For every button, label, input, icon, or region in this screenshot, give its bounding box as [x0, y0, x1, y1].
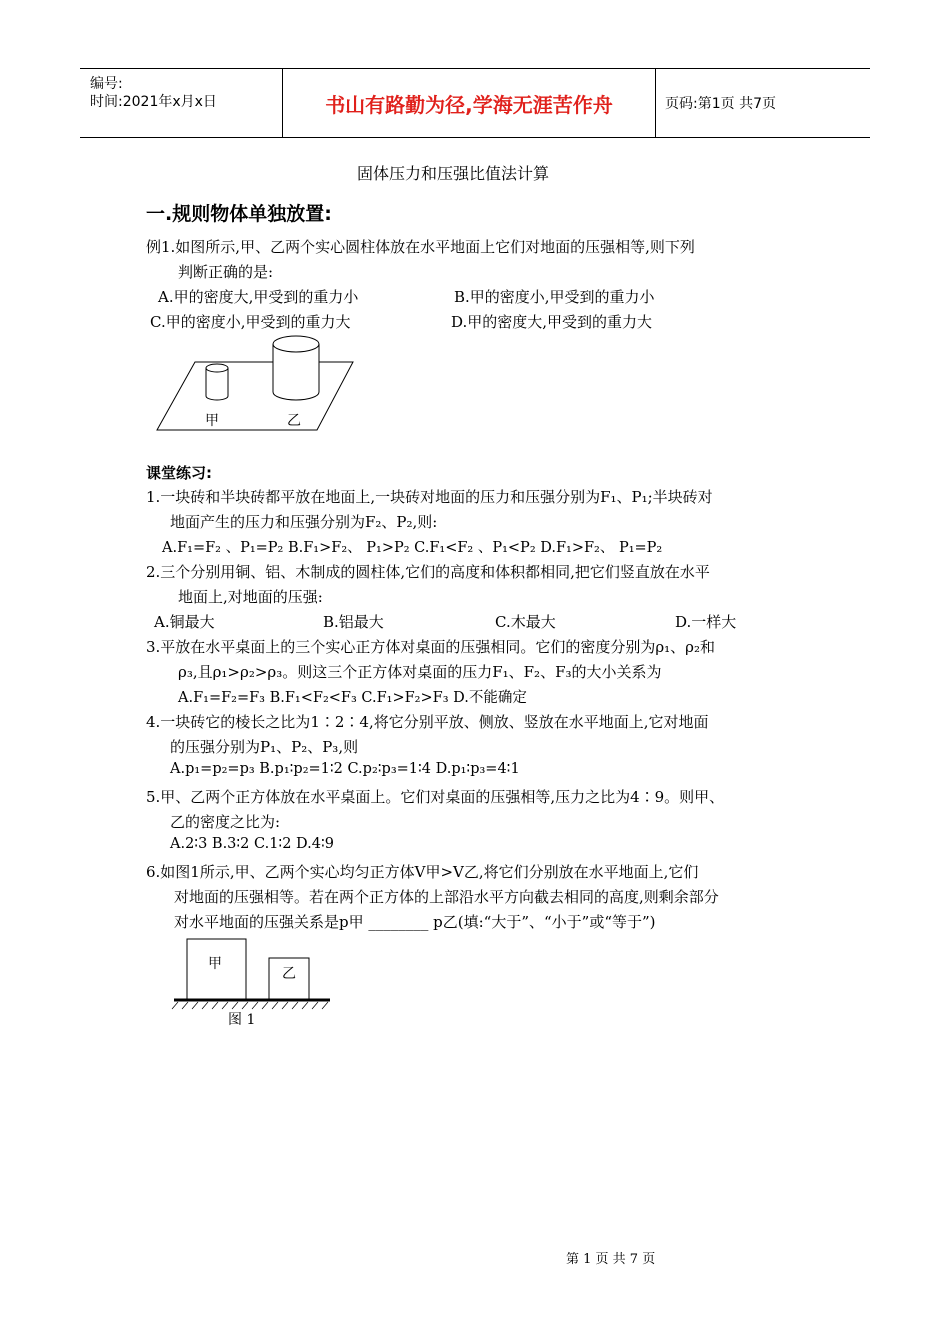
example1-stem-line2: 判断正确的是:: [178, 263, 274, 281]
q6-line3: 对水平地面的压强关系是p甲 ________ p乙(填:“大于”、“小于”或“等于”): [174, 913, 656, 931]
cylinder-yi: [273, 336, 319, 400]
page-info: 页码:第1页 共7页: [665, 96, 776, 112]
figure-label-yi: 乙: [287, 413, 301, 429]
header-left-cell: [80, 69, 282, 137]
q4-line2: 的压强分别为P₁、P₂、P₃,则: [170, 738, 359, 756]
q6-line1: 6.如图1所示,甲、乙两个实心均匀正方体V甲>V乙,将它们分别放在水平地面上,它们: [146, 863, 699, 881]
section-title: 一.规则物体单独放置:: [146, 203, 332, 225]
page-footer: 第 1 页 共 7 页: [566, 1252, 656, 1267]
q2-option-d: D.一样大: [675, 613, 737, 631]
q4-options: A.p₁=p₂=p₃ B.p₁∶p₂=1∶2 C.p₂∶p₃=1∶4 D.p₁∶p₃=4∶1: [170, 761, 520, 777]
q5-line1: 5.甲、乙两个正方体放在水平桌面上。它们对桌面的压强相等,压力之比为4∶9。则甲、: [146, 788, 725, 806]
cubes-figure: [166, 934, 336, 1034]
q2-option-a: A.铜最大: [154, 613, 215, 631]
q6-line2: 对地面的压强相等。若在两个正方体的上部沿水平方向截去相同的高度,则剩余部分: [174, 888, 719, 906]
q3-line1: 3.平放在水平桌面上的三个实心正方体对桌面的压强相同。它们的密度分别为ρ₁、ρ₂和: [146, 638, 715, 656]
number-label: 编号:: [90, 76, 123, 92]
example1-option-a: A.甲的密度大,甲受到的重力小: [158, 288, 359, 306]
cube-label-yi: 乙: [282, 966, 296, 982]
figure-label-jia: 甲: [205, 413, 219, 429]
ground-plane: [157, 362, 353, 430]
header-table: [80, 68, 870, 138]
example1-stem-line1: 例1.如图所示,甲、乙两个实心圆柱体放在水平地面上它们对地面的压强相等,则下列: [146, 238, 695, 256]
q1-line2: 地面产生的压力和压强分别为F₂、P₂,则:: [170, 513, 438, 531]
motto: 书山有路勤为径,学海无涯苦作舟: [282, 69, 656, 137]
q1-line1: 1.一块砖和半块砖都平放在地面上,一块砖对地面的压力和压强分别为F₁、P₁;半块砖对: [146, 488, 713, 506]
q2-option-b: B.铝最大: [323, 613, 384, 631]
example1-option-d: D.甲的密度大,甲受到的重力大: [451, 313, 653, 331]
cylinders-figure: [155, 330, 355, 434]
q5-options: A.2∶3 B.3∶2 C.1∶2 D.4∶9: [170, 836, 334, 852]
q4-line1: 4.一块砖它的棱长之比为1∶2∶4,将它分别平放、侧放、竖放在水平地面上,它对地面: [146, 713, 709, 731]
q5-line2: 乙的密度之比为:: [170, 813, 281, 831]
q2-option-c: C.木最大: [495, 613, 556, 631]
practice-title: 课堂练习:: [146, 464, 212, 482]
example1-option-c: C.甲的密度小,甲受到的重力大: [150, 313, 351, 331]
cube-label-jia: 甲: [208, 956, 222, 972]
time-label: 时间:2021年x月x日: [90, 94, 217, 110]
document-title: 固体压力和压强比值法计算: [357, 164, 550, 183]
q1-options: A.F₁=F₂ 、P₁=P₂ B.F₁>F₂、 P₁>P₂ C.F₁<F₂ 、P₁<P₂ D.F₁>F₂、 P₁=P₂: [162, 540, 663, 556]
q2-line2: 地面上,对地面的压强:: [178, 588, 323, 606]
q3-options: A.F₁=F₂=F₃ B.F₁<F₂<F₃ C.F₁>F₂>F₃ D.不能确定: [178, 690, 527, 706]
cylinder-jia: [206, 364, 228, 400]
ground-hatching: [172, 1002, 328, 1009]
example1-option-b: B.甲的密度小,甲受到的重力小: [454, 288, 655, 306]
q3-line2: ρ₃,且ρ₁>ρ₂>ρ₃。则这三个正方体对桌面的压力F₁、F₂、F₃的大小关系为: [178, 663, 662, 681]
figure-caption: 图 1: [228, 1012, 256, 1028]
q2-line1: 2.三个分别用铜、铝、木制成的圆柱体,它们的高度和体积都相同,把它们竖直放在水平: [146, 563, 710, 581]
